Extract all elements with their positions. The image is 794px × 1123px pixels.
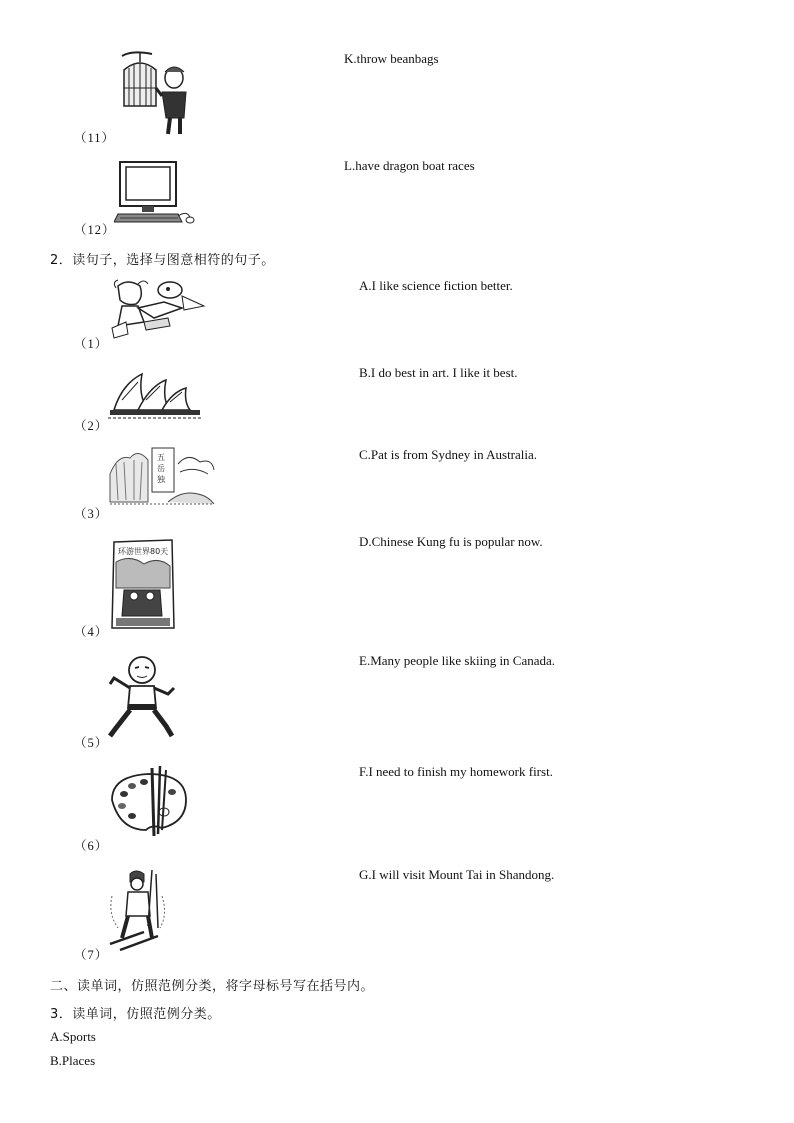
item-number-11: （11） — [74, 131, 116, 145]
item-number-5: （5） — [74, 736, 109, 750]
svg-text:五: 五 — [157, 453, 165, 462]
option-f: F.I need to finish my homework first. — [359, 764, 553, 779]
option-l: L.have dragon boat races — [344, 158, 475, 173]
svg-text:环游世界80天: 环游世界80天 — [118, 547, 169, 556]
svg-text:岳: 岳 — [157, 464, 165, 473]
sydney-opera-house-picture — [108, 370, 202, 420]
item-number-3: （3） — [74, 507, 109, 521]
paint-palette-picture — [106, 764, 190, 840]
waterfall-landscape-picture — [108, 444, 216, 508]
item-number-7: （7） — [74, 948, 109, 962]
option-a: A.I like science fiction better. — [359, 278, 513, 293]
option-b: B.I do best in art. I like it best. — [359, 365, 518, 380]
question-3-heading: 3．读单词，仿照范例分类。 — [50, 1007, 221, 1022]
kung-fu-boy-picture — [106, 654, 178, 742]
option-c: C.Pat is from Sydney in Australia. — [359, 447, 538, 462]
book-cover-picture — [110, 538, 176, 630]
girl-reading-picture — [108, 278, 208, 340]
option-g: G.I will visit Mount Tai in Shandong. — [359, 867, 555, 882]
option-k: K.throw beanbags — [344, 51, 439, 66]
svg-text:独: 独 — [157, 475, 165, 484]
option-d: D.Chinese Kung fu is popular now. — [359, 534, 543, 549]
section-2-heading: 二、读单词，仿照范例分类，将字母标号写在括号内。 — [50, 979, 375, 994]
item-number-4: （4） — [74, 625, 109, 639]
item-number-6: （6） — [74, 839, 109, 853]
category-b: B.Places — [50, 1053, 96, 1068]
computer-picture — [114, 158, 196, 228]
category-a: A.Sports — [50, 1029, 96, 1044]
option-e: E.Many people like skiing in Canada. — [359, 653, 556, 668]
question-2-heading: 2．读句子，选择与图意相符的句子。 — [50, 253, 275, 268]
skier-picture — [108, 866, 170, 956]
item-number-12: （12） — [74, 223, 116, 237]
man-with-birdcage-picture — [112, 48, 192, 136]
item-number-2: （2） — [74, 419, 109, 433]
item-number-1: （1） — [74, 337, 109, 351]
